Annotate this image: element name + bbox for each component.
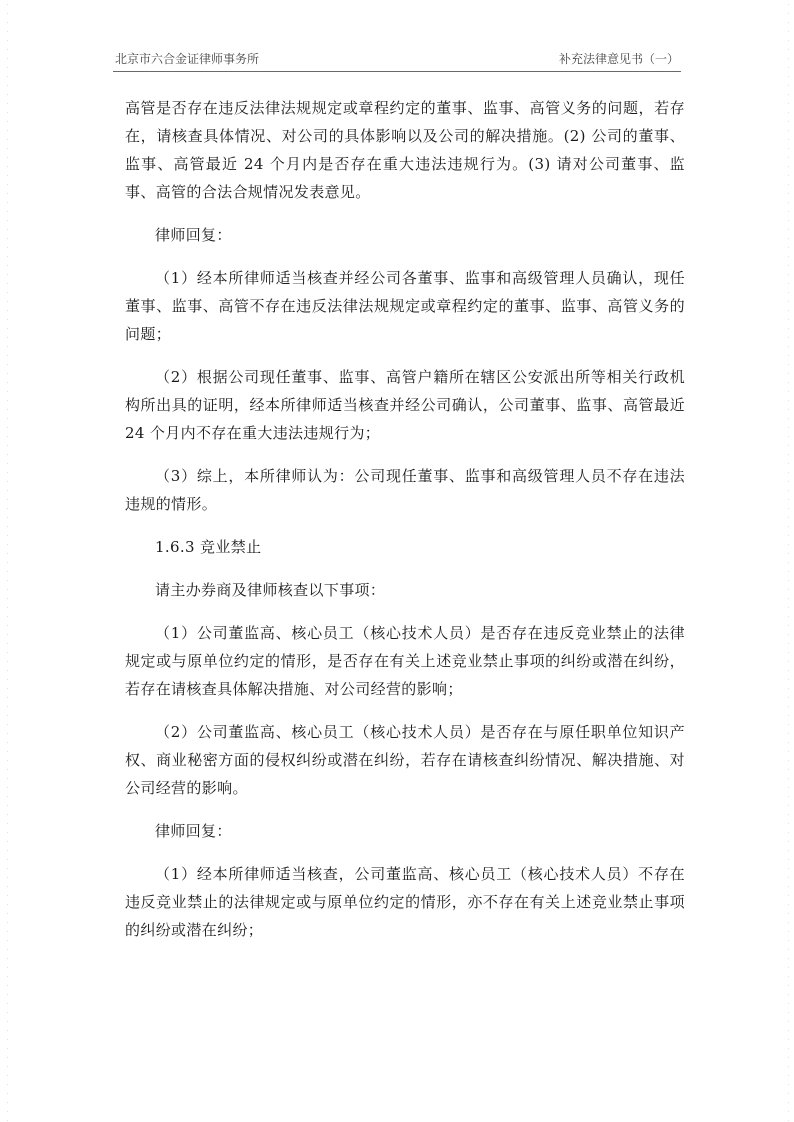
answer-item-1: （1）经本所律师适当核查，公司董监高、核心员工（核心技术人员）不存在违反竞业禁止的法律规定或与原单位约定的情形，亦不存在有关上述竞业禁止事项的纠纷或潜在纠纷； (125, 865, 685, 939)
scan-edge-right (787, 0, 790, 1122)
paragraph-continued-question: 高管是否存在违反法律法规规定或章程约定的董事、监事、高管义务的问题，若存在，请核查具体情况、对公司的具体影响以及公司的解决措施。(2) 公司的董事、监事、高管最近 24 个月内是否存在重大违法违规行为。(3) 请对公司董事、监事、高管的合法合规情况发表意见。 (125, 99, 685, 201)
section-heading-non-compete: 1.6.3 竞业禁止 (155, 538, 262, 556)
document-body (125, 94, 685, 959)
lawyer-reply-label-2: 律师回复： (155, 822, 232, 840)
lawyer-reply-label: 律师回复： (155, 226, 232, 244)
verification-request: 请主办券商及律师核查以下事项： (155, 581, 386, 599)
reply-item-1: （1）经本所律师适当核查并经公司各董事、监事和高级管理人员确认，现任董事、监事、高管不存在违反法律法规规定或章程约定的董事、监事、高管义务的问题； (125, 269, 685, 343)
reply-item-2: （2）根据公司现任董事、监事、高管户籍所在辖区公安派出所等相关行政机构所出具的证明，经本所律师适当核查并经公司确认，公司董事、监事、高管最近 24 个月内不存在重大违法违规行为； (125, 368, 685, 442)
page-header (113, 46, 681, 72)
question-item-2: （2）公司董监高、核心员工（核心技术人员）是否存在与原任职单位知识产权、商业秘密方面的侵权纠纷或潜在纠纷，若存在请核查纠纷情况、解决措施、对公司经营的影响。 (125, 723, 685, 797)
reply-item-3: （3）综上，本所律师认为：公司现任董事、监事和高级管理人员不存在违法违规的情形。 (125, 467, 685, 513)
question-item-1: （1）公司董监高、核心员工（核心技术人员）是否存在违反竞业禁止的法律规定或与原单位约定的情形，是否存在有关上述竞业禁止事项的纠纷或潜在纠纷，若存在请核查具体解决措施、对公司经营的影响； (125, 624, 685, 698)
document-title: 补充法律意见书（一） (558, 52, 679, 66)
scan-edge-left (6, 0, 9, 1122)
firm-name: 北京市六合金证律师事务所 (115, 52, 260, 66)
